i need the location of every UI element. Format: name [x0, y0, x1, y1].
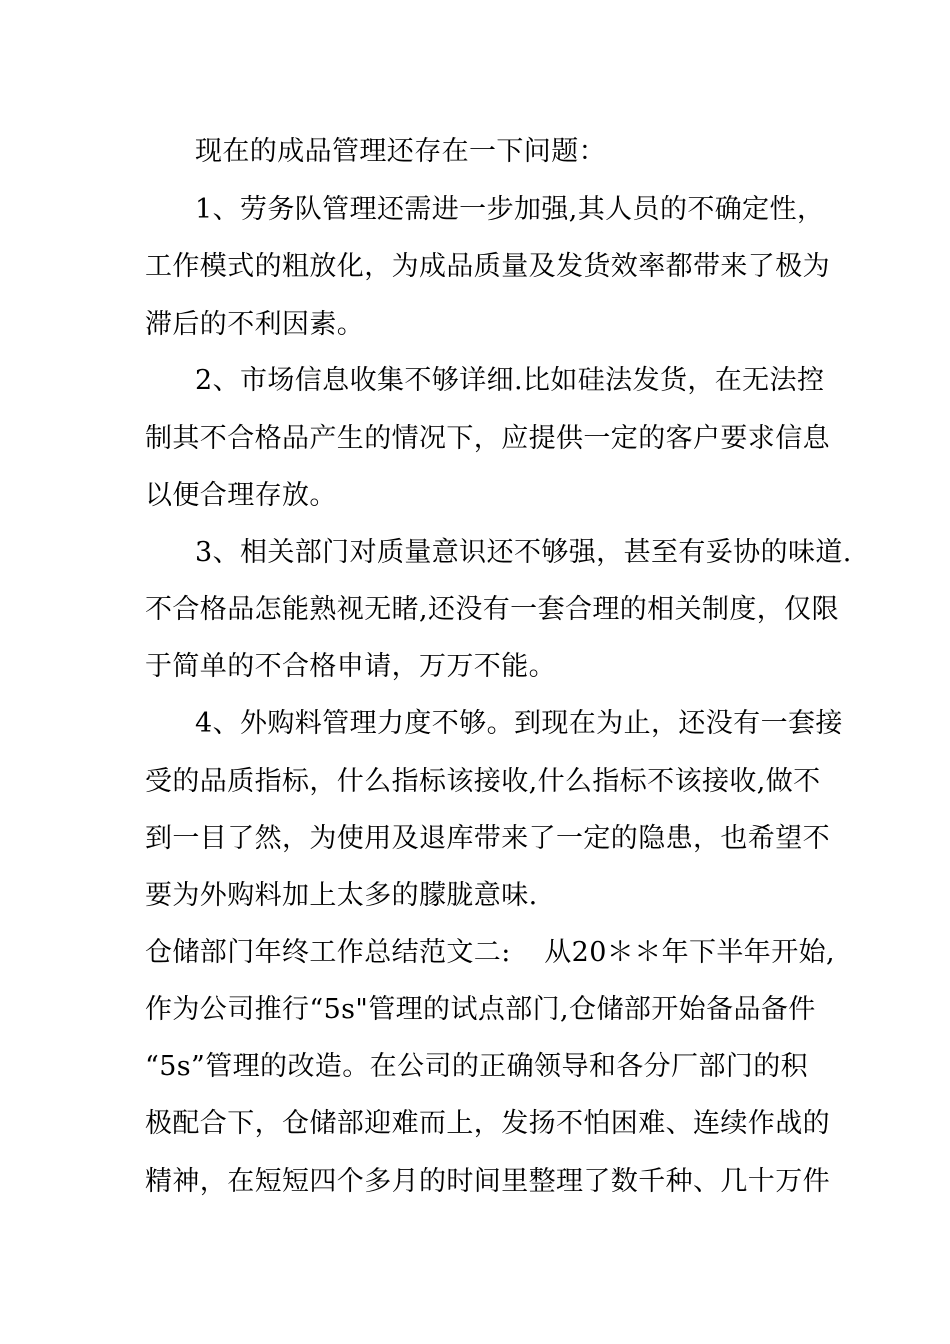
paragraph-4-line-3: 到一目了然，为使用及退库带来了一定的隐患，也希望不	[145, 823, 830, 854]
paragraph-2-line-1: 2、市场信息收集不够详细.比如硅法发货，在无法控	[195, 365, 825, 396]
section-title: 仓储部门年终工作总结范文二:	[145, 937, 511, 968]
paragraph-2-line-3: 以便合理存放。	[145, 480, 337, 511]
paragraph-intro-line: 现在的成品管理还存在一下问题：	[195, 136, 606, 167]
paragraph-1-line-3: 滞后的不利因素。	[145, 309, 365, 340]
paragraph-1-line-2: 工作模式的粗放化，为成品质量及发货效率都带来了极为	[145, 251, 830, 282]
paragraph-1-line-1: 1、劳务队管理还需进一步加强,其人员的不确定性，	[195, 194, 825, 225]
section-heading-line	[145, 933, 835, 973]
paragraph-4-line-2: 受的品质指标，什么指标该接收,什么指标不该接收,做不	[145, 766, 821, 797]
paragraph-5-line-4: 精神，在短短四个多月的时间里整理了数千种、几十万件	[145, 1166, 830, 1197]
paragraph-3-line-2: 不合格品怎能熟视无睹,还没有一套合理的相关制度，仅限	[145, 594, 839, 625]
paragraph-4-line-4: 要为外购料加上太多的朦胧意味.	[145, 880, 538, 911]
section-opening-text: 从20＊＊年下半年开始,	[544, 937, 835, 968]
paragraph-5-line-3: 极配合下，仓储部迎难而上，发扬不怕困难、连续作战的	[145, 1108, 830, 1139]
paragraph-2-line-2: 制其不合格品产生的情况下，应提供一定的客户要求信息	[145, 423, 830, 454]
paragraph-5-line-2: “5s”管理的改造。在公司的正确领导和各分厂部门的积	[145, 1051, 809, 1082]
paragraph-4-line-1: 4、外购料管理力度不够。到现在为止，还没有一套接	[195, 708, 843, 739]
paragraph-5-line-1: 作为公司推行“5s"管理的试点部门,仓储部开始备品备件	[145, 994, 816, 1025]
paragraph-3-line-1: 3、相关部门对质量意识还不够强，甚至有妥协的味道.	[195, 537, 852, 568]
paragraph-3-line-3: 于简单的不合格申请，万万不能。	[145, 651, 556, 682]
